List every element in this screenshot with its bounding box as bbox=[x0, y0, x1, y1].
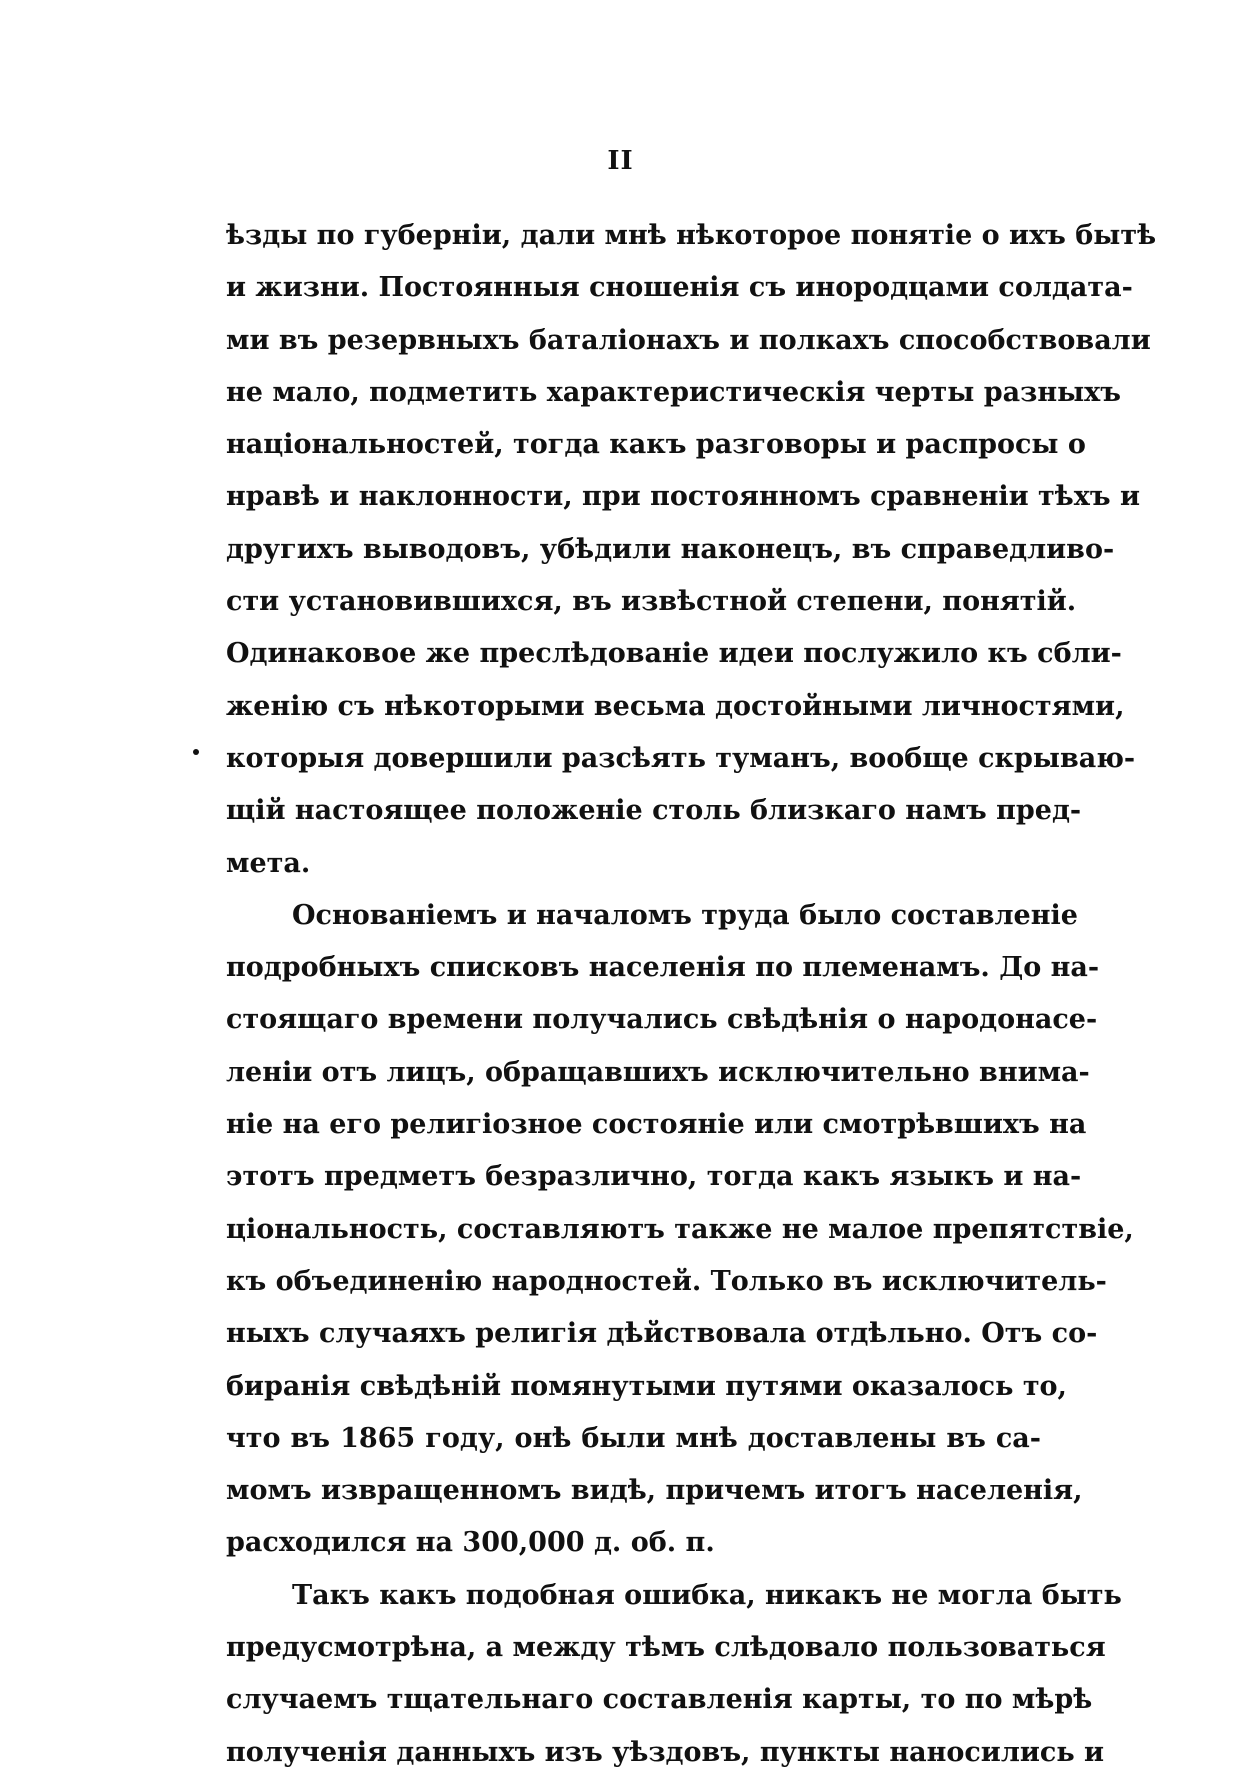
text-line: нравѣ и наклонности, при постоянномъ сравненіи тѣхъ и bbox=[226, 481, 1141, 513]
text-line: ніе на его религіозное состояніе или смотрѣвшихъ на bbox=[226, 1109, 1087, 1141]
text-line: подробныхъ списковъ населенія по племенамъ. До на- bbox=[226, 952, 1100, 984]
text-line: леніи отъ лицъ, обращавшихъ исключительно внима- bbox=[226, 1056, 1090, 1088]
text-line: къ объединенію народностей. Только въ исключитель- bbox=[226, 1265, 1107, 1297]
text-line: и жизни. Постоянныя сношенія съ инородцами солдата- bbox=[226, 272, 1133, 304]
page-number: II bbox=[607, 146, 634, 176]
text-line: мета. bbox=[226, 847, 311, 879]
text-line: которыя довершили разсѣять туманъ, вообще скрываю- bbox=[226, 742, 1136, 774]
text-line: сти установившихся, въ извѣстной степени, понятій. bbox=[226, 586, 1077, 618]
paragraph-3 bbox=[226, 1570, 1122, 1779]
text-line: женію съ нѣкоторыми весьма достойными личностями, bbox=[226, 690, 1125, 722]
text-line: расходился на 300,000 д. об. п. bbox=[226, 1527, 715, 1559]
text-line: національностей, тогда какъ разговоры и распросы о bbox=[226, 429, 1086, 461]
text-line: момъ извращенномъ видѣ, причемъ итогъ населенія, bbox=[226, 1475, 1083, 1507]
text-line: Основаніемъ и началомъ труда было составленіе bbox=[292, 899, 1078, 931]
paragraph-1 bbox=[226, 210, 1157, 890]
paragraph-2 bbox=[226, 890, 1134, 1570]
text-line: предусмотрѣна, а между тѣмъ слѣдовало пользоваться bbox=[226, 1632, 1106, 1664]
text-line: ми въ резервныхъ баталіонахъ и полкахъ способствовали bbox=[226, 324, 1151, 356]
text-line: что въ 1865 году, онѣ были мнѣ доставлены въ са- bbox=[226, 1422, 1041, 1454]
text-line: Одинаковое же преслѣдованіе идеи послужило къ сбли- bbox=[226, 638, 1122, 670]
text-line: другихъ выводовъ, убѣдили наконецъ, въ справедливо- bbox=[226, 533, 1115, 565]
text-line: случаемъ тщательнаго составленія карты, то по мѣрѣ bbox=[226, 1684, 1093, 1716]
text-line: ѣзды по губерніи, дали мнѣ нѣкоторое понятіе о ихъ бытѣ bbox=[226, 220, 1157, 251]
text-line: биранія свѣдѣній помянутыми путями оказалось то, bbox=[226, 1370, 1067, 1402]
body-text bbox=[226, 210, 1157, 1779]
text-line: ныхъ случаяхъ религія дѣйствовала отдѣльно. Отъ со- bbox=[226, 1318, 1098, 1350]
text-line: полученія данныхъ изъ уѣздовъ, пункты наносились и bbox=[226, 1736, 1105, 1768]
text-line: Такъ какъ подобная ошибка, никакъ не могла быть bbox=[292, 1579, 1122, 1611]
text-line: щій настоящее положеніе столь близкаго намъ пред- bbox=[226, 795, 1082, 827]
text-line: не мало, подметить характеристическія черты разныхъ bbox=[226, 376, 1121, 408]
text-line: стоящаго времени получались свѣдѣнія о народонасе- bbox=[226, 1004, 1098, 1036]
margin-mark bbox=[193, 749, 199, 755]
text-line: ціональность, составляютъ также не малое препятствіе, bbox=[226, 1213, 1134, 1245]
text-line: этотъ предметъ безразлично, тогда какъ языкъ и на- bbox=[226, 1161, 1082, 1193]
